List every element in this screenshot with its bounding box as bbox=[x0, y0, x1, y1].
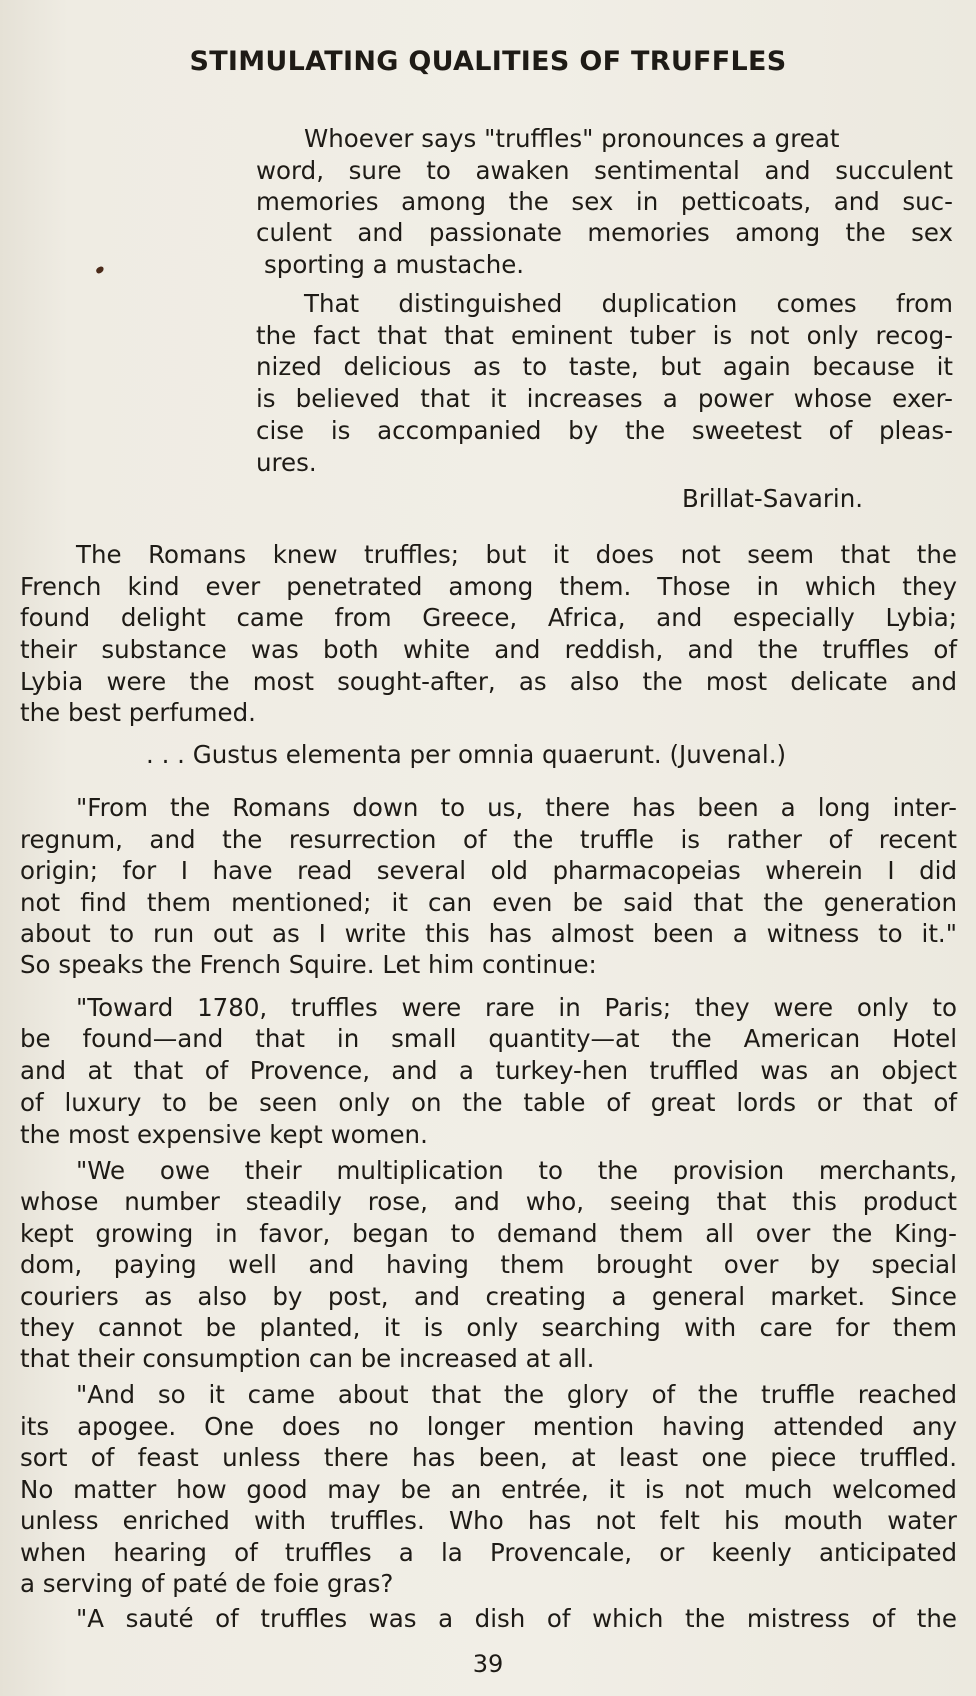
body-line: when hearing of truffles a la Provencale, or keenly anticipated bbox=[20, 1538, 957, 1567]
body-line: a serving of paté de foie gras? bbox=[20, 1569, 394, 1598]
epigraph-line: cise is accompanied by the sweetest of pleas- bbox=[256, 416, 953, 445]
epigraph-line: That distinguished duplication comes from bbox=[304, 289, 953, 318]
body-line: French kind ever penetrated among them. Those in which they bbox=[20, 572, 957, 601]
body-line: their substance was both white and reddish, and the truffles of bbox=[20, 635, 957, 664]
body-line: couriers as also by post, and creating a general market. Since bbox=[20, 1282, 957, 1311]
epigraph-line: ures. bbox=[256, 448, 317, 477]
body-line: the most expensive kept women. bbox=[20, 1120, 428, 1149]
epigraph-line: the fact that that eminent tuber is not only recog- bbox=[256, 321, 953, 350]
body-line: dom, paying well and having them brought over by special bbox=[20, 1250, 957, 1279]
page-title: STIMULATING QUALITIES OF TRUFFLES bbox=[189, 46, 787, 77]
body-line: whose number steadily rose, and who, seeing that this product bbox=[20, 1187, 957, 1216]
epigraph-line: memories among the sex in petticoats, and suc- bbox=[256, 187, 953, 216]
body-line: and at that of Provence, and a turkey-hen truffled was an object bbox=[20, 1056, 957, 1085]
body-line: Lybia were the most sought-after, as also the most delicate and bbox=[20, 667, 957, 696]
epigraph-line: word, sure to awaken sentimental and succulent bbox=[256, 156, 953, 185]
epigraph-line: sporting a mustache. bbox=[264, 250, 525, 279]
body-line: So speaks the French Squire. Let him continue: bbox=[20, 950, 597, 979]
body-line: of luxury to be seen only on the table of great lords or that of bbox=[20, 1088, 957, 1117]
body-line: "A sauté of truffles was a dish of which the mistress of the bbox=[76, 1604, 957, 1633]
epigraph-line: Whoever says "truffles" pronounces a great bbox=[304, 124, 840, 153]
page-number: 39 bbox=[472, 1650, 504, 1678]
body-line: "And so it came about that the glory of the truffle reached bbox=[76, 1380, 957, 1409]
body-line: "Toward 1780, truffles were rare in Paris; they were only to bbox=[76, 993, 957, 1022]
latin-quotation: . . . Gustus elementa per omnia quaerunt. (Juvenal.) bbox=[146, 740, 787, 769]
ink-spot bbox=[95, 266, 105, 275]
body-line: its apogee. One does no longer mention having attended any bbox=[20, 1412, 957, 1441]
body-line: not find them mentioned; it can even be said that the generation bbox=[20, 888, 957, 917]
body-line: the best perfumed. bbox=[20, 698, 256, 727]
epigraph-line: is believed that it increases a power whose exer- bbox=[256, 384, 953, 413]
body-line: "We owe their multiplication to the provision merchants, bbox=[76, 1156, 957, 1185]
body-line: they cannot be planted, it is only searching with care for them bbox=[20, 1313, 957, 1342]
epigraph-line: nized delicious as to taste, but again because it bbox=[256, 352, 953, 381]
body-line: regnum, and the resurrection of the truffle is rather of recent bbox=[20, 825, 957, 854]
body-line: that their consumption can be increased at all. bbox=[20, 1344, 595, 1373]
body-line: kept growing in favor, began to demand them all over the King- bbox=[20, 1219, 957, 1248]
body-line: be found—and that in small quantity—at the American Hotel bbox=[20, 1024, 957, 1053]
body-line: The Romans knew truffles; but it does not seem that the bbox=[76, 540, 957, 569]
body-line: about to run out as I write this has almost been a witness to it." bbox=[20, 919, 957, 948]
quote-attribution: Brillat-Savarin. bbox=[682, 484, 864, 513]
body-line: unless enriched with truffles. Who has not felt his mouth water bbox=[20, 1506, 957, 1535]
body-line: "From the Romans down to us, there has been a long inter- bbox=[76, 793, 957, 822]
body-line: found delight came from Greece, Africa, and especially Lybia; bbox=[20, 603, 957, 632]
epigraph-line: culent and passionate memories among the sex bbox=[256, 218, 953, 247]
body-line: No matter how good may be an entrée, it is not much welcomed bbox=[20, 1475, 957, 1504]
body-line: sort of feast unless there has been, at least one piece truffled. bbox=[20, 1443, 957, 1472]
body-line: origin; for I have read several old pharmacopeias wherein I did bbox=[20, 856, 957, 885]
